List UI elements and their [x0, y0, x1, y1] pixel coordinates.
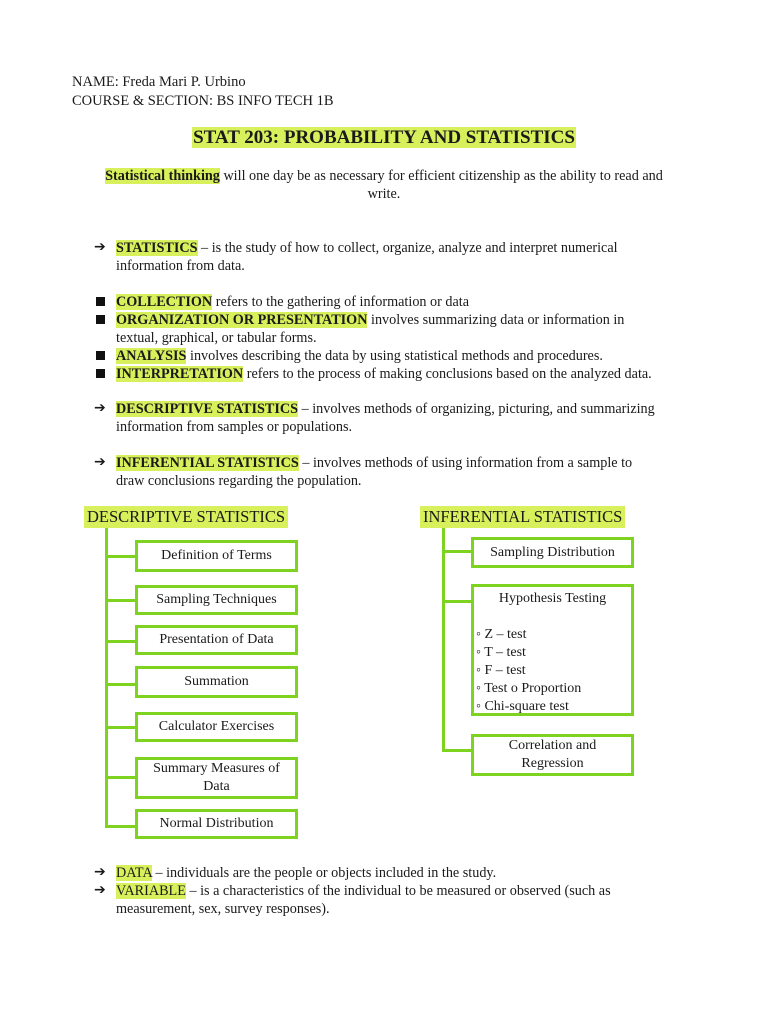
box-presentation-of-data: Presentation of Data	[135, 625, 298, 655]
hypothesis-item: ◦ F – test	[476, 663, 526, 678]
square-bullet-icon	[96, 315, 105, 324]
connector	[105, 599, 137, 602]
arrow-icon: ➔	[94, 400, 106, 416]
page-title: STAT 203: PROBABILITY AND STATISTICS	[193, 127, 575, 148]
box-correlation-regression: Correlation and Regression	[471, 734, 634, 776]
square-bullet-icon	[96, 369, 105, 378]
statistics-definition: ➔ STATISTICS – is the study of how to collect, organize, analyze and interpret numerical information from data.	[94, 239, 618, 274]
arrow-icon: ➔	[94, 882, 106, 898]
connector	[105, 776, 137, 779]
inferential-definition: ➔ INFERENTIAL STATISTICS – involves methods of using information from a sample to draw conclusions regarding the population.	[94, 454, 633, 489]
hypothesis-item: ◦ T – test	[476, 645, 526, 660]
hypothesis-item: ◦ Z – test	[476, 627, 527, 642]
connector	[105, 726, 137, 729]
student-info	[72, 73, 334, 111]
descriptive-trunk	[105, 528, 108, 828]
box-sampling-distribution: Sampling Distribution	[471, 537, 634, 568]
bullet-organization: ORGANIZATION OR PRESENTATION involves summarizing data or information in textual, graphical, or tabular forms.	[94, 311, 704, 347]
box-calculator-exercises: Calculator Exercises	[135, 712, 298, 742]
inferential-header: INFERENTIAL STATISTICS	[420, 506, 625, 528]
connector	[442, 600, 474, 603]
course-line: COURSE & SECTION: BS INFO TECH 1B	[72, 93, 334, 109]
hypothesis-item: ◦ Chi-square test	[476, 699, 569, 714]
inferential-trunk	[442, 528, 445, 752]
connector	[442, 550, 474, 553]
intro-highlight: Statistical thinking	[105, 168, 220, 184]
box-summary-measures: Summary Measures of Data	[135, 757, 298, 799]
variable-definition: ➔ VARIABLE – is a characteristics of the individual to be measured or observed (such as measurement, sex, survey responses).	[94, 882, 611, 917]
square-bullet-icon	[96, 297, 105, 306]
descriptive-header: DESCRIPTIVE STATISTICS	[84, 506, 288, 528]
arrow-icon: ➔	[94, 864, 106, 880]
data-definition: ➔ DATA – individuals are the people or objects included in the study.	[94, 864, 497, 881]
name-line: NAME: Freda Mari P. Urbino	[72, 74, 246, 90]
bullet-interpretation: INTERPRETATION refers to the process of making conclusions based on the analyzed data.	[94, 365, 704, 383]
intro-text: will one day be as necessary for efficient citizenship as the ability to read and	[219, 168, 663, 184]
term: STATISTICS	[116, 240, 198, 256]
hypothesis-item: ◦ Test o Proportion	[476, 681, 582, 696]
square-bullet-icon	[96, 351, 105, 360]
box-hypothesis-testing	[471, 584, 634, 716]
descriptive-definition: ➔ DESCRIPTIVE STATISTICS – involves methods of organizing, picturing, and summarizing information from samples or populations.	[94, 400, 655, 435]
box-summation: Summation	[135, 666, 298, 698]
bullet-analysis: ANALYSIS involves describing the data by using statistical methods and procedures.	[94, 347, 704, 365]
bullet-collection: COLLECTION refers to the gathering of information or data	[94, 293, 704, 311]
connector	[105, 640, 137, 643]
arrow-icon: ➔	[94, 454, 106, 470]
connector	[105, 825, 137, 828]
box-definition-of-terms: Definition of Terms	[135, 540, 298, 572]
arrow-icon: ➔	[94, 239, 106, 255]
box-sampling-techniques: Sampling Techniques	[135, 585, 298, 615]
box-normal-distribution: Normal Distribution	[135, 809, 298, 839]
connector	[442, 749, 474, 752]
connector	[105, 555, 137, 558]
intro-quote	[84, 167, 684, 203]
hypothesis-title: Hypothesis Testing	[498, 591, 607, 606]
intro-text-2: write.	[367, 186, 401, 202]
connector	[105, 683, 137, 686]
